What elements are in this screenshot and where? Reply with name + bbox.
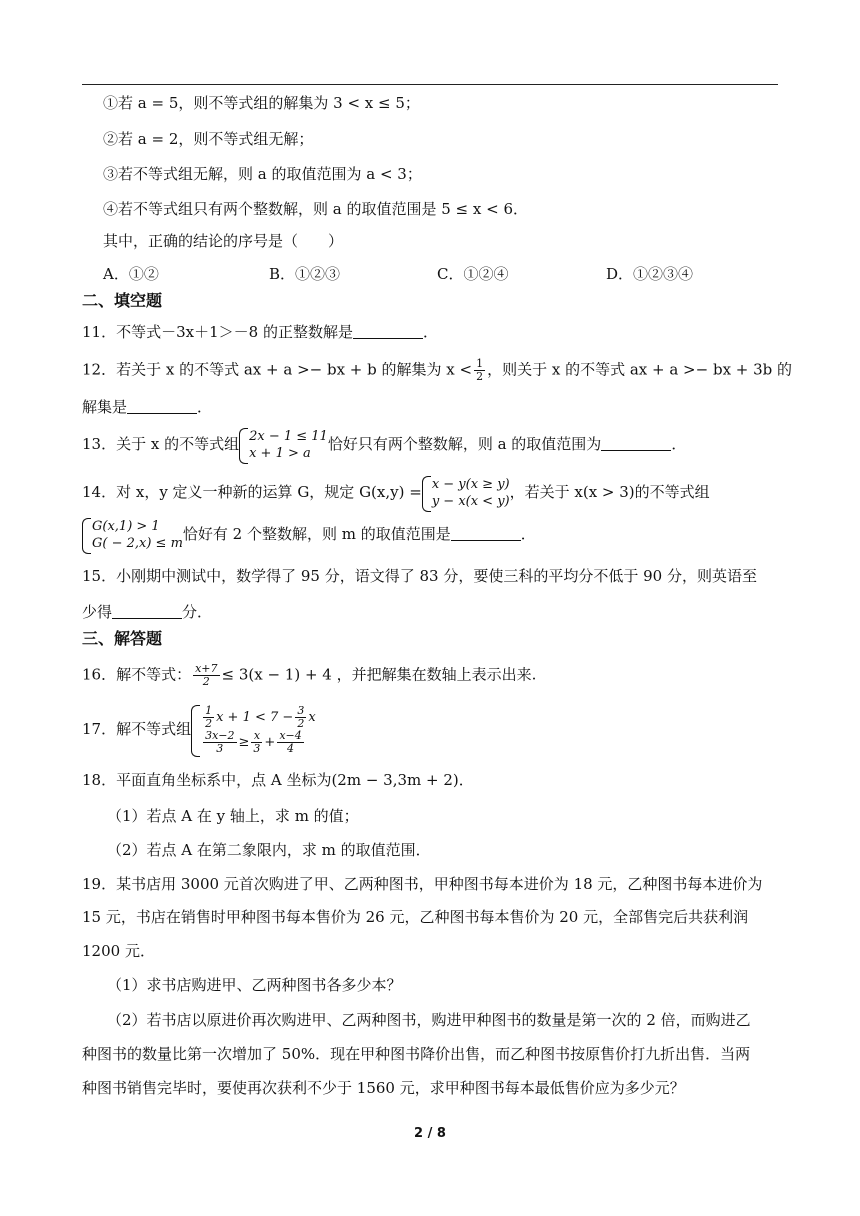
question-12-line2 <box>82 397 212 417</box>
answer-blank <box>112 604 182 619</box>
piece-row-1: x − y(x ≥ y) <box>431 477 510 492</box>
q10-option-d: D．①②③④ <box>606 265 694 283</box>
answer-blank <box>127 399 197 414</box>
system-row-2: G( − 2,x) ≤ m <box>92 536 183 551</box>
q18-part-2: （2）若点 A 在第二象限内，求 m 的取值范围． <box>107 841 431 859</box>
question-12 <box>82 358 792 383</box>
q12-text-c: 解集是 <box>82 398 128 416</box>
q14-text-a: 14．对 x，y 定义一种新的运算 G，规定 G(x,y) = <box>82 483 422 501</box>
q10-option-c: C．①②④ <box>437 265 509 283</box>
fraction <box>277 730 303 755</box>
q13-text-a: 13．关于 x 的不等式组 <box>82 435 240 453</box>
question-11 <box>82 322 438 342</box>
denominator: 3 <box>216 742 224 755</box>
question-15: 15．小刚期中测试中，数学得了 95 分，语文得了 83 分，要使三科的平均分不低于 90 分，则英语至 <box>82 567 757 585</box>
q10-conclusion-1: ①若 a = 5，则不等式组的解集为 3 < x ≤ 5； <box>103 94 420 112</box>
q15-text-b: 少得 <box>82 603 113 621</box>
denominator: 2 <box>202 675 210 688</box>
page-number: 2 / 8 <box>414 1126 446 1141</box>
question-19-line1: 19．某书店用 3000 元首次购进了甲、乙两种图书，甲种图书每本进价为 18 元，乙种图书每本进价为 <box>82 875 763 893</box>
fraction <box>251 730 262 755</box>
numerator: x+7 <box>195 662 218 675</box>
question-14 <box>82 476 710 510</box>
question-13 <box>82 428 686 462</box>
row2-op: ≥ <box>238 735 250 750</box>
q13-text-b: 恰好只有两个整数解，则 a 的取值范围为 <box>327 435 602 453</box>
question-15-line2 <box>82 602 212 622</box>
piecewise-definition <box>422 476 510 510</box>
numerator: x <box>251 730 262 743</box>
piece-row-2: y − x(x < y) <box>431 494 510 509</box>
section-fill-in-title: 二、填空题 <box>82 291 163 310</box>
q10-conclusion-4: ④若不等式组只有两个整数解，则 a 的取值范围是 5 ≤ x < 6． <box>103 200 529 218</box>
denominator: 2 <box>476 370 484 383</box>
q10-stem: 其中，正确的结论的序号是（ ） <box>103 232 344 250</box>
question-18: 18．平面直角坐标系中，点 A 坐标为(2m − 3,3m + 2)． <box>82 771 474 789</box>
inequality-system <box>82 518 183 552</box>
brace <box>422 476 431 512</box>
fraction <box>203 730 236 755</box>
question-16 <box>82 663 536 688</box>
row1-end: x <box>308 710 316 725</box>
numerator: x−4 <box>279 729 302 742</box>
q10-conclusion-2: ②若 a = 2，则不等式组无解； <box>103 130 314 148</box>
fraction-one-half <box>474 358 485 383</box>
question-19-line3: 1200 元． <box>82 942 155 960</box>
inequality-system <box>239 428 328 462</box>
q19-part-1: （1）求书店购进甲、乙两种图书各多少本？ <box>107 976 402 994</box>
q11-text: 11．不等式－3x＋1＞－8 的正整数解是 <box>82 323 353 341</box>
q12-end: ． <box>197 398 213 416</box>
q14-text-c: 恰好有 2 个整数解，则 m 的取值范围是 <box>182 525 451 543</box>
q19-part-2-line1: （2）若书店以原进价再次购进甲、乙两种图书，购进甲种图书的数量是第一次的 2 倍，而购进乙 <box>107 1011 751 1029</box>
q13-end: ． <box>671 435 687 453</box>
q10-option-a: A．①② <box>103 265 159 283</box>
q12-text-b: ，则关于 x 的不等式 ax + a >− bx + 3b 的 <box>487 360 793 379</box>
q18-part-1: （1）若点 A 在 y 轴上，求 m 的值； <box>107 807 359 825</box>
denominator: 2 <box>205 717 213 730</box>
system-row-1: 2x − 1 ≤ 11 <box>249 429 328 444</box>
denominator: 4 <box>287 742 295 755</box>
q14-end: ． <box>520 525 536 543</box>
question-17 <box>82 705 316 755</box>
q16-text-a: 16．解不等式： <box>82 665 192 684</box>
row2-plus: + <box>264 735 276 750</box>
q16-text-b: ≤ 3(x − 1) + 4 ，并把解集在数轴上表示出来. <box>221 665 537 684</box>
answer-blank <box>601 436 671 451</box>
row1-mid: x + 1 < 7 − <box>216 710 294 725</box>
numerator: 1 <box>205 704 213 717</box>
denominator: 3 <box>253 742 261 755</box>
answer-blank <box>451 526 521 541</box>
question-19-line2: 15 元，书店在销售时甲种图书每本售价为 26 元，乙种图书每本售价为 20 元，全部售完后共获利润 <box>82 908 749 926</box>
q12-text-a: 12．若关于 x 的不等式 ax + a >− bx + b 的解集为 x < <box>82 360 473 379</box>
numerator: 3 <box>297 704 305 717</box>
inequality-system <box>191 705 316 755</box>
q19-part-2-line2: 种图书的数量比第一次增加了 50%．现在甲种图书降价出售，而乙种图书按原售价打九折出售．当两 <box>82 1045 751 1063</box>
answer-blank <box>353 324 423 339</box>
numerator: 3x−2 <box>205 729 235 742</box>
brace <box>191 705 200 757</box>
question-14-line2 <box>82 518 536 552</box>
brace <box>82 518 91 554</box>
system-row-1 <box>201 705 316 730</box>
q14-text-b: ，若关于 x(x > 3)的不等式组 <box>509 483 710 501</box>
fraction <box>203 705 214 730</box>
q11-end: ． <box>422 323 438 341</box>
system-row-2: x + 1 > a <box>249 446 311 461</box>
q10-option-b: B．①②③ <box>269 265 341 283</box>
system-row-2 <box>201 730 316 755</box>
brace <box>239 428 248 464</box>
section-solve-title: 三、解答题 <box>82 629 163 648</box>
fraction <box>295 705 306 730</box>
system-row-1: G(x,1) > 1 <box>92 519 160 534</box>
numerator: 1 <box>476 357 484 370</box>
q10-conclusion-3: ③若不等式组无解，则 a 的取值范围为 a < 3； <box>103 165 422 183</box>
q15-end: 分． <box>182 603 213 621</box>
q19-part-2-line3: 种图书销售完毕时，要使再次获利不少于 1560 元，求甲种图书每本最低售价应为多少元？ <box>82 1079 685 1097</box>
fraction-x-plus-7-over-2 <box>193 663 219 688</box>
denominator: 2 <box>297 717 305 730</box>
header-rule <box>82 84 778 85</box>
q17-text-a: 17．解不等式组 <box>82 720 192 738</box>
